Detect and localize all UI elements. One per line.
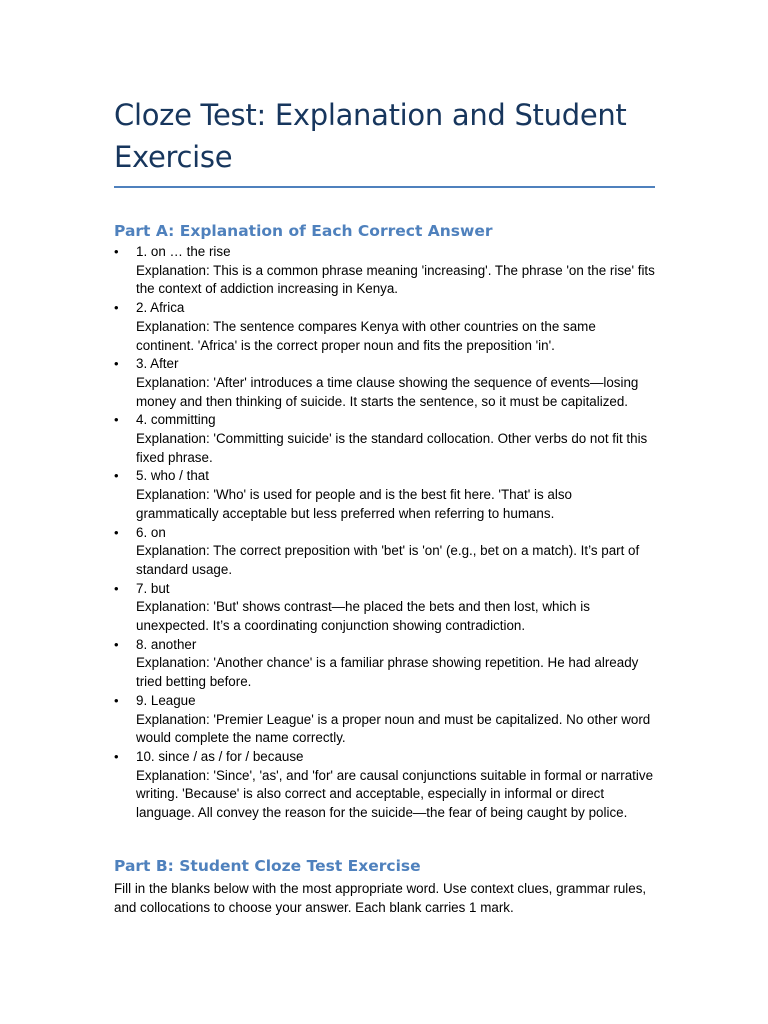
- list-item: [114, 580, 656, 636]
- list-item: [114, 355, 656, 411]
- bullet-icon: •: [114, 580, 119, 596]
- answer-explanation: Explanation: The correct preposition with 'bet' is 'on' (e.g., bet on a match). It’s part of standard usage.: [136, 543, 640, 577]
- answer-label: 9. League: [136, 692, 196, 708]
- bullet-icon: •: [114, 524, 119, 540]
- document-title: Cloze Test: Explanation and Student Exercise: [114, 98, 627, 174]
- answer-explanation: Explanation: 'Another chance' is a familiar phrase showing repetition. He had already tried betting before.: [136, 655, 639, 690]
- bullet-icon: •: [114, 412, 119, 428]
- list-item: [114, 243, 656, 299]
- answer-label: 3. After: [136, 356, 179, 372]
- list-item: [114, 748, 656, 823]
- list-item: [114, 299, 656, 355]
- part-b-heading: Part B: Student Cloze Test Exercise: [114, 856, 421, 875]
- answer-label: 5. who / that: [136, 468, 209, 484]
- answer-explanation: Explanation: The sentence compares Kenya with other countries on the same continent. 'Africa' is the correct proper noun and fits the preposition 'in'.: [136, 318, 596, 353]
- bullet-icon: •: [114, 356, 119, 372]
- bullet-icon: •: [114, 244, 119, 259]
- answer-label: 2. Africa: [136, 300, 185, 316]
- list-item: [114, 411, 656, 467]
- list-item: [114, 467, 656, 523]
- answer-explanation: Explanation: 'Since', 'as', and 'for' are causal conjunctions suitable in formal or narrative writing. 'Because' is also correct and acceptable, especially in informal or direct language. All convey the reason for the suicide—the fear of being caught by police.: [136, 767, 654, 821]
- list-item: [114, 692, 656, 748]
- bullet-icon: •: [114, 748, 119, 764]
- answer-explanation-list: [114, 243, 656, 823]
- list-item: [114, 524, 656, 580]
- answer-label: 8. another: [136, 636, 197, 652]
- title-underline-rule: [114, 186, 655, 188]
- answer-explanation: Explanation: 'After' introduces a time clause showing the sequence of events—losing money and then thinking of suicide. It starts the sentence, so it must be capitalized.: [136, 374, 639, 409]
- list-item: [114, 636, 656, 692]
- answer-label: 6. on: [136, 524, 166, 540]
- answer-explanation: Explanation: 'Premier League' is a proper noun and must be capitalized. No other word would complete the name correctly.: [136, 711, 651, 746]
- bullet-icon: •: [114, 636, 119, 652]
- exercise-instructions: Fill in the blanks below with the most appropriate word. Use context clues, grammar rules, and collocations to choose your answer. Each blank carries 1 mark.: [114, 880, 647, 915]
- bullet-icon: •: [114, 692, 119, 708]
- document-page: [114, 0, 656, 917]
- answer-explanation: Explanation: 'Committing suicide' is the standard collocation. Other verbs do not fit this fixed phrase.: [136, 431, 648, 465]
- bullet-icon: •: [114, 468, 119, 484]
- answer-explanation: Explanation: 'Who' is used for people and is the best fit here. 'That' is also grammatically acceptable but less preferred when referring to humans.: [136, 487, 572, 521]
- bullet-icon: •: [114, 300, 119, 316]
- part-a-heading: Part A: Explanation of Each Correct Answer: [114, 222, 493, 240]
- answer-explanation: Explanation: 'But' shows contrast—he placed the bets and then lost, which is unexpected. It’s a coordinating conjunction showing contradiction.: [136, 599, 590, 634]
- answer-explanation: Explanation: This is a common phrase meaning 'increasing'. The phrase 'on the rise' fits the context of addiction increasing in Kenya.: [136, 262, 655, 297]
- answer-label: 4. committing: [136, 412, 216, 428]
- answer-label: 7. but: [136, 580, 170, 596]
- answer-label: 1. on … the rise: [136, 244, 231, 259]
- answer-label: 10. since / as / for / because: [136, 748, 304, 764]
